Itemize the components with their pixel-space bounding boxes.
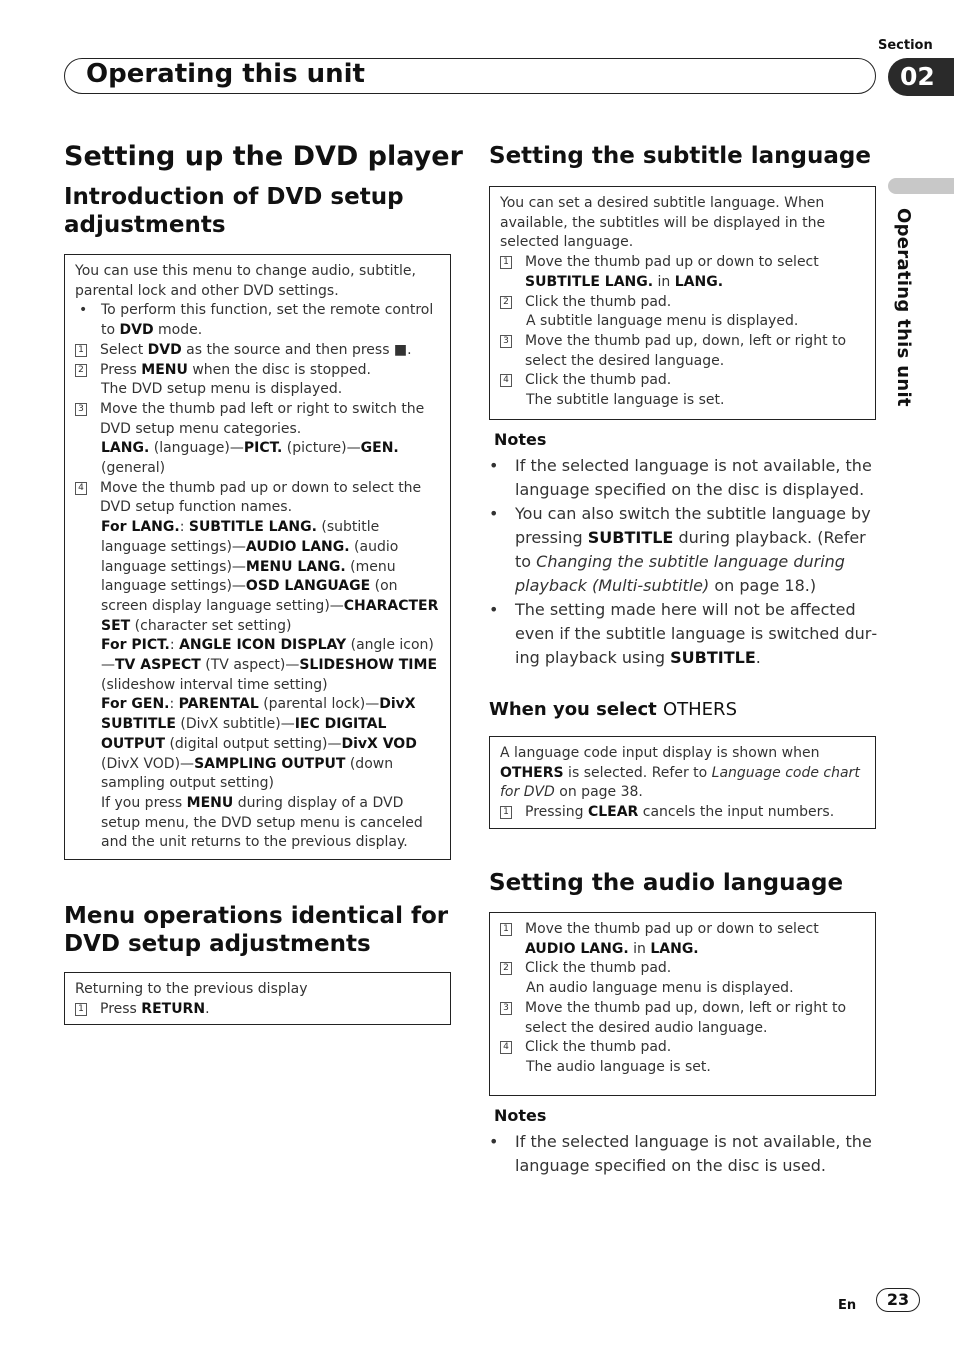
subtitle-step-2: 2 Click the thumb pad. [500, 293, 865, 313]
menu-ops-lead: Returning to the previous display [75, 981, 308, 997]
step-number: 1 [500, 256, 512, 269]
bullet-dot: • [489, 600, 499, 619]
step-number: 1 [500, 923, 512, 936]
header-title: Operating this unit [86, 59, 365, 89]
section-label: Section [878, 38, 933, 53]
step-number: 4 [500, 374, 512, 387]
audio-box [489, 912, 876, 1096]
intro-step-1: 1 Select DVD as the source and then press ■. [75, 341, 440, 361]
step-number: 4 [500, 1041, 512, 1054]
subtitle-step-1: 1 Move the thumb pad up or down to select SUBTITLE LANG. in LANG. [500, 253, 865, 292]
intro-step-2-result: The DVD setup menu is displayed. [101, 381, 343, 398]
audio-step-2: 2 Click the thumb pad. [500, 959, 865, 979]
audio-step-1: 1 Move the thumb pad up or down to select AUDIO LANG. in LANG. [500, 920, 865, 959]
note-item: • The setting made here will not be affected even if the subtitle language is switched during playback using SUBTITLE. [489, 598, 879, 670]
subtitle-box [489, 186, 876, 420]
others-heading: When you select OTHERS [489, 699, 737, 720]
audio-step-4: 4 Click the thumb pad. [500, 1038, 865, 1058]
step-number: 1 [75, 344, 87, 357]
others-lead: A language code input display is shown when OTHERS is selected. Refer to Language code chart for DVD on page 38. [500, 745, 860, 801]
note-item: • If the selected language is not available, the language specified on the disc is used. [489, 1130, 879, 1178]
audio-step-2-result: An audio language menu is displayed. [526, 980, 794, 997]
audio-heading: Setting the audio language [489, 870, 844, 896]
intro-step-2: 2 Press MENU when the disc is stopped. [75, 361, 440, 381]
others-step-1: 1 Pressing CLEAR cancels the input numbers. [500, 803, 865, 823]
menu-ops-box [64, 972, 451, 1025]
main-title: Setting up the DVD player [64, 141, 463, 172]
intro-box [64, 254, 451, 860]
step-number: 3 [500, 1002, 512, 1015]
notes-list [489, 1130, 879, 1178]
note-item: • If the selected language is not available, the language specified on the disc is displayed. [489, 454, 879, 502]
bullet-dot: • [489, 1132, 499, 1151]
audio-step-4-result: The audio language is set. [526, 1058, 711, 1075]
subtitle-step-4: 4 Click the thumb pad. [500, 371, 865, 391]
subtitle-step-2-result: A subtitle language menu is displayed. [526, 313, 799, 330]
step-number: 2 [500, 296, 512, 309]
step-number: 2 [75, 364, 87, 377]
step-number: 1 [75, 1003, 87, 1016]
intro-categories: LANG. (language)—PICT. (picture)—GEN. (general) [101, 440, 399, 477]
subtitle-step-4-result: The subtitle language is set. [526, 392, 725, 409]
bullet-dot: • [489, 504, 499, 523]
subtitle-step-3: 3 Move the thumb pad up, down, left or right to select the desired language. [500, 332, 865, 371]
page-number: 23 [876, 1288, 920, 1312]
step-number: 3 [500, 335, 512, 348]
step-number: 3 [75, 403, 87, 416]
step-number: 2 [500, 962, 512, 975]
footer-language: En [838, 1298, 857, 1313]
notes-title: Notes [494, 430, 547, 449]
notes-list [489, 454, 879, 670]
step-number: 4 [75, 482, 87, 495]
intro-heading: Introduction of DVD setup adjustments [64, 184, 404, 238]
gen-functions: For GEN.: PARENTAL (parental lock)—DivX SUBTITLE (DivX subtitle)—IEC DIGITAL OUTPUT (digital output setting)—DivX VOD (DivX VOD)—SAMPLING OUTPUT (down sampling output setting) [101, 696, 417, 792]
intro-lead: You can use this menu to change audio, subtitle, parental lock and other DVD settings. [75, 263, 416, 299]
bullet-dot: • [79, 302, 88, 319]
bullet-dot: • [489, 456, 499, 475]
intro-step-4: 4 Move the thumb pad up or down to select the DVD setup function names. [75, 479, 440, 518]
section-number-badge: 02 [888, 58, 954, 96]
intro-step-3: 3 Move the thumb pad left or right to switch the DVD setup menu categories. [75, 400, 440, 439]
menu-ops-heading: Menu operations identical for DVD setup adjustments [64, 903, 449, 957]
subtitle-lead: You can set a desired subtitle language. When available, the subtitles will be displayed in the selected language. [500, 195, 826, 251]
audio-step-3: 3 Move the thumb pad up, down, left or right to select the desired audio language. [500, 999, 865, 1038]
side-tab-marker [888, 178, 954, 194]
menu-ops-step-1: 1 Press RETURN. [75, 1000, 440, 1020]
subtitle-heading: Setting the subtitle language [489, 143, 871, 169]
side-tab-label: Operating this unit [893, 208, 914, 407]
others-box [489, 736, 876, 829]
step-number: 1 [500, 806, 512, 819]
note-item: • You can also switch the subtitle language by pressing SUBTITLE during playback. (Refer to Changing the subtitle language during playback (Multi-subtitle) on page 18.) [489, 502, 879, 598]
pict-functions: For PICT.: ANGLE ICON DISPLAY (angle icon)—TV ASPECT (TV aspect)—SLIDESHOW TIME (slideshow interval time setting) [101, 637, 438, 693]
menu-cancel-note: If you press MENU during display of a DVD setup menu, the DVD setup menu is canceled and the unit returns to the previous display. [101, 794, 423, 851]
intro-bullet: • To perform this function, set the remote control to DVD mode. [75, 301, 440, 340]
notes-title: Notes [494, 1106, 547, 1125]
lang-functions: For LANG.: SUBTITLE LANG. (subtitle language settings)—AUDIO LANG. (audio language settings)—MENU LANG. (menu language settings)—OSD LANGUAGE (on screen display language setting)—CHARACTER SET (character set setting) [101, 519, 439, 634]
